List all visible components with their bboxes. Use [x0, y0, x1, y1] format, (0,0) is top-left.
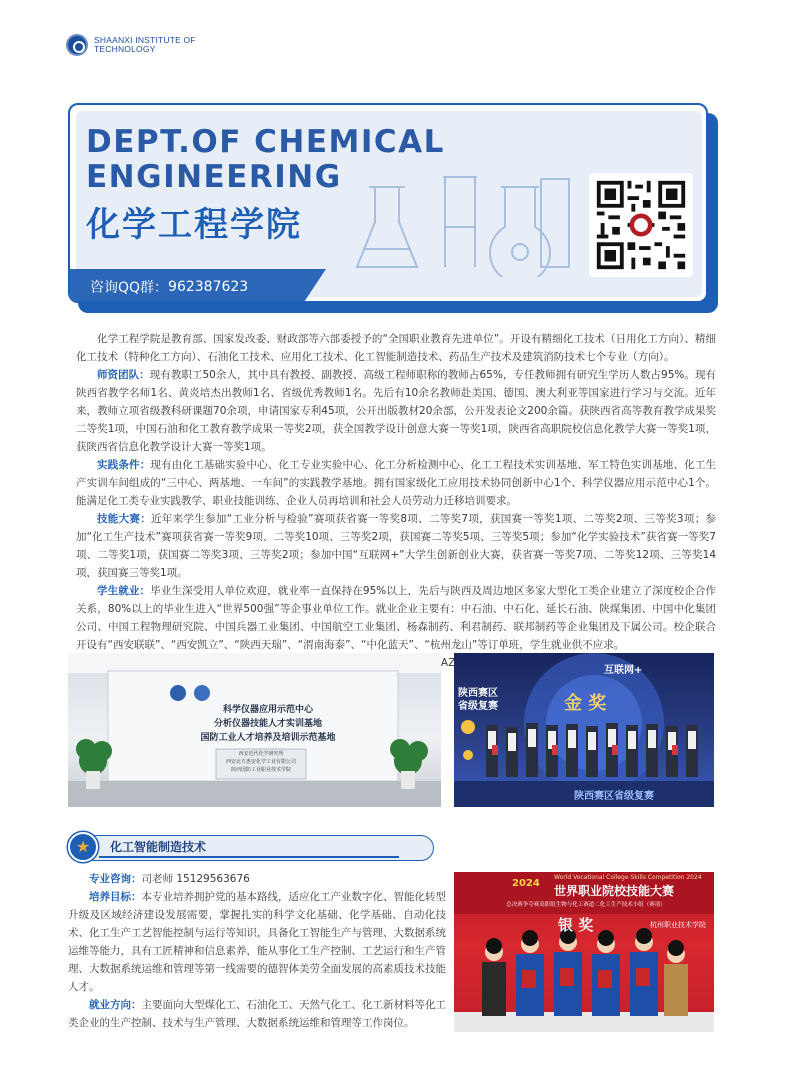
gold-award-scene	[454, 653, 714, 807]
plaque-line1: 科学仪器应用示范中心	[222, 705, 313, 715]
school-name	[94, 36, 196, 54]
section-title: 化工智能制造技术	[110, 840, 207, 854]
gold-award-photo	[454, 653, 714, 807]
title-en-line1: DEPT.OF CHEMICAL	[86, 124, 445, 160]
school-name-line1: SHAANXI INSTITUTE OF	[94, 35, 196, 45]
gold-award-top-text: 互联网+	[604, 665, 643, 676]
employment-lead: 学生就业：	[97, 585, 151, 597]
plate-line2: 西安北方惠安化学工业有限公司	[225, 759, 296, 765]
employment-paragraph	[76, 582, 716, 654]
silver-award-photo	[454, 872, 714, 1032]
demonstration-center-photo	[68, 653, 441, 807]
contest-text: 近年来学生参加“工业分析与检验”赛项获省赛一等奖8项、二等奖7项，获国赛一等奖1项、二等奖2项、三等奖3项；参加“化工生产技术”赛项获省赛一等奖9项、二等奖10项、三等奖2项，获国赛二等奖5项、三等奖5项；参加“化学实验技术”获省赛一等奖7项、二等奖1项，获国赛二等奖3项、三等奖2项；参加中国“互联网+”大学生创新创业大赛，获省赛一等奖7项、二等奖12项、三等奖14项，获国赛三等奖1项。	[76, 513, 717, 579]
title-en-line2: ENGINEERING	[86, 159, 342, 195]
gold-award-text: 金 奖	[564, 693, 607, 714]
job-text: 主要面向大型煤化工、石油化工、天然气化工、化工新材料等化工类企业的生产控制、技术与生产管理、大数据系统运维和管理等工作岗位。	[68, 999, 446, 1029]
silver-award-text: 银 奖	[558, 916, 594, 934]
qr-code-icon[interactable]	[589, 173, 693, 277]
goal-text: 本专业培养拥护党的基本路线，适应化工产业数字化、智能化转型升级及区域经济建设发展需要，掌握扎实的科学文化基础、化学基础、自动化技术、化工生产工艺智能控制与运行等知识，具备化工智能生产与管理、大数据系统运维等能力，具有工匠精神和信息素养，能从事化工生产控制、工艺运行和生产管理、大数据系统运维和管理等第一线需要的德智体美劳全面发展的高素质技术技能人才。	[68, 891, 446, 993]
practice-paragraph	[76, 456, 716, 510]
gold-award-side-text: 陕西赛区 省级复赛	[458, 688, 498, 712]
department-banner	[68, 103, 716, 313]
practice-text: 现有由化工基础实验中心、化工专业实验中心、化工分析检测中心、化工工程技术实训基地、军工特色实训基地、化工生产实训车间组成的“三中心、两基地、一车间”的实践教学基地。拥有国家级化工应用技术协同创新中心1个、科学仪器应用示范中心1个。能满足化工类专业实践教学、职业技能训练、企业人员再培训和社会人员劳动力迁移培训要求。	[76, 459, 717, 507]
contest-lead: 技能大赛：	[97, 513, 152, 525]
silver-award-side-text: 杭州职业技术学院	[650, 921, 706, 929]
plaque-line2: 分析仪器技能人才实训基地	[213, 719, 322, 729]
faculty-paragraph	[76, 366, 716, 456]
plate-line3: 陕西国防工业职业技术学院	[230, 767, 291, 773]
consult-paragraph	[68, 870, 446, 888]
major-details	[68, 870, 446, 1032]
job-lead: 就业方向：	[89, 999, 142, 1011]
plate-line1: 西安近代化学研究所	[238, 751, 284, 757]
silver-award-banner-year: 2024	[512, 878, 540, 889]
school-name-line2: TECHNOLOGY	[94, 44, 156, 54]
qq-group-number[interactable]: 962387623	[168, 279, 249, 295]
plaque-line3: 国防工业人才培养及培训示范基地	[200, 733, 336, 743]
faculty-text: 现有教职工50余人，其中具有教授、副教授、高级工程师职称的教师占65%，专任教师拥有研究生学历人数占95%。现有陕西省教学名师1名、黄炎培杰出教师1名、省级优秀教师1名。先后有10余名教师赴美国、德国、澳大利亚等国家进行学习与交流。近年来，教师立项省级教科研课题70余项，申请国家专利45项，公开出版教材20余部，公开发表论文200余篇。获陕西省高等教育教学成果奖二等奖1项，中国石油和化工教育教学成果一等奖2项，获全国教学设计创意大赛一等奖1项，陕西省高职院校信息化教学大赛一等奖1项，获陕西省信息化教学设计大赛一等奖1项。	[76, 369, 716, 453]
consult-text: 司老师 15129563676	[141, 873, 250, 885]
employment-text: 毕业生深受用人单位欢迎，就业率一直保持在95%以上，先后与陕西及周边地区多家大型化工类企业建立了深度校企合作关系，80%以上的毕业生进入“世界500强”等企事业单位工作。就业企业主要有：中石油、中石化、延长石油、陕煤集团、中国中化集团公司、中国工程物理研究院、中国兵器工业集团、中国航空工业集团、杨森制药、利君制药、联邦制药等企业集团及下属公司。校企联合开设有“西安联联”、“西安凯立”、“陕西天瑞”、“渭南海泰”、“中化蓝天”、“杭州龙山”等订单班，学生就业供不应求。	[76, 585, 716, 651]
school-logo	[66, 34, 196, 56]
consult-lead: 专业咨询：	[89, 873, 142, 885]
qq-group-label: 咨询QQ群：	[90, 280, 169, 296]
department-introduction	[76, 330, 716, 672]
star-icon: ★	[68, 832, 98, 862]
contest-paragraph	[76, 510, 716, 582]
goal-paragraph	[68, 888, 446, 996]
goal-lead: 培养目标：	[89, 891, 142, 903]
silver-award-banner-en: World Vocational College Skills Competition 2024	[554, 874, 702, 881]
gold-award-bottom-text: 陕西赛区省级复赛	[574, 791, 654, 802]
overview-paragraph: 化学工程学院是教育部、国家发改委、财政部等六部委授予的“全国职业教育先进单位”。开设有精细化工技术（日用化工方向）、精细化工技术（特种化工方向）、石油化工技术、应用化工技术、化工智能制造技术、药品生产技术及建筑消防技术七个专业（方向）。	[76, 333, 716, 363]
plaque-text	[168, 703, 368, 745]
practice-lead: 实践条件：	[97, 459, 151, 471]
department-title-cn: 化学工程学院	[86, 205, 302, 245]
sign-plate	[216, 750, 306, 774]
faculty-lead: 师资团队：	[97, 369, 150, 381]
job-paragraph	[68, 996, 446, 1032]
school-emblem-icon	[66, 34, 88, 56]
qq-group-bar	[70, 269, 302, 303]
silver-award-banner-cn: 世界职业院校技能大赛	[554, 884, 675, 898]
silver-award-banner-sub: 总决赛争夺赛高职组生物与化工赛道二化工生产技术小组（赛项）	[506, 902, 666, 908]
lab-glassware-illustration	[355, 167, 575, 277]
banner-card	[68, 103, 708, 303]
major-section-heading	[68, 832, 436, 862]
